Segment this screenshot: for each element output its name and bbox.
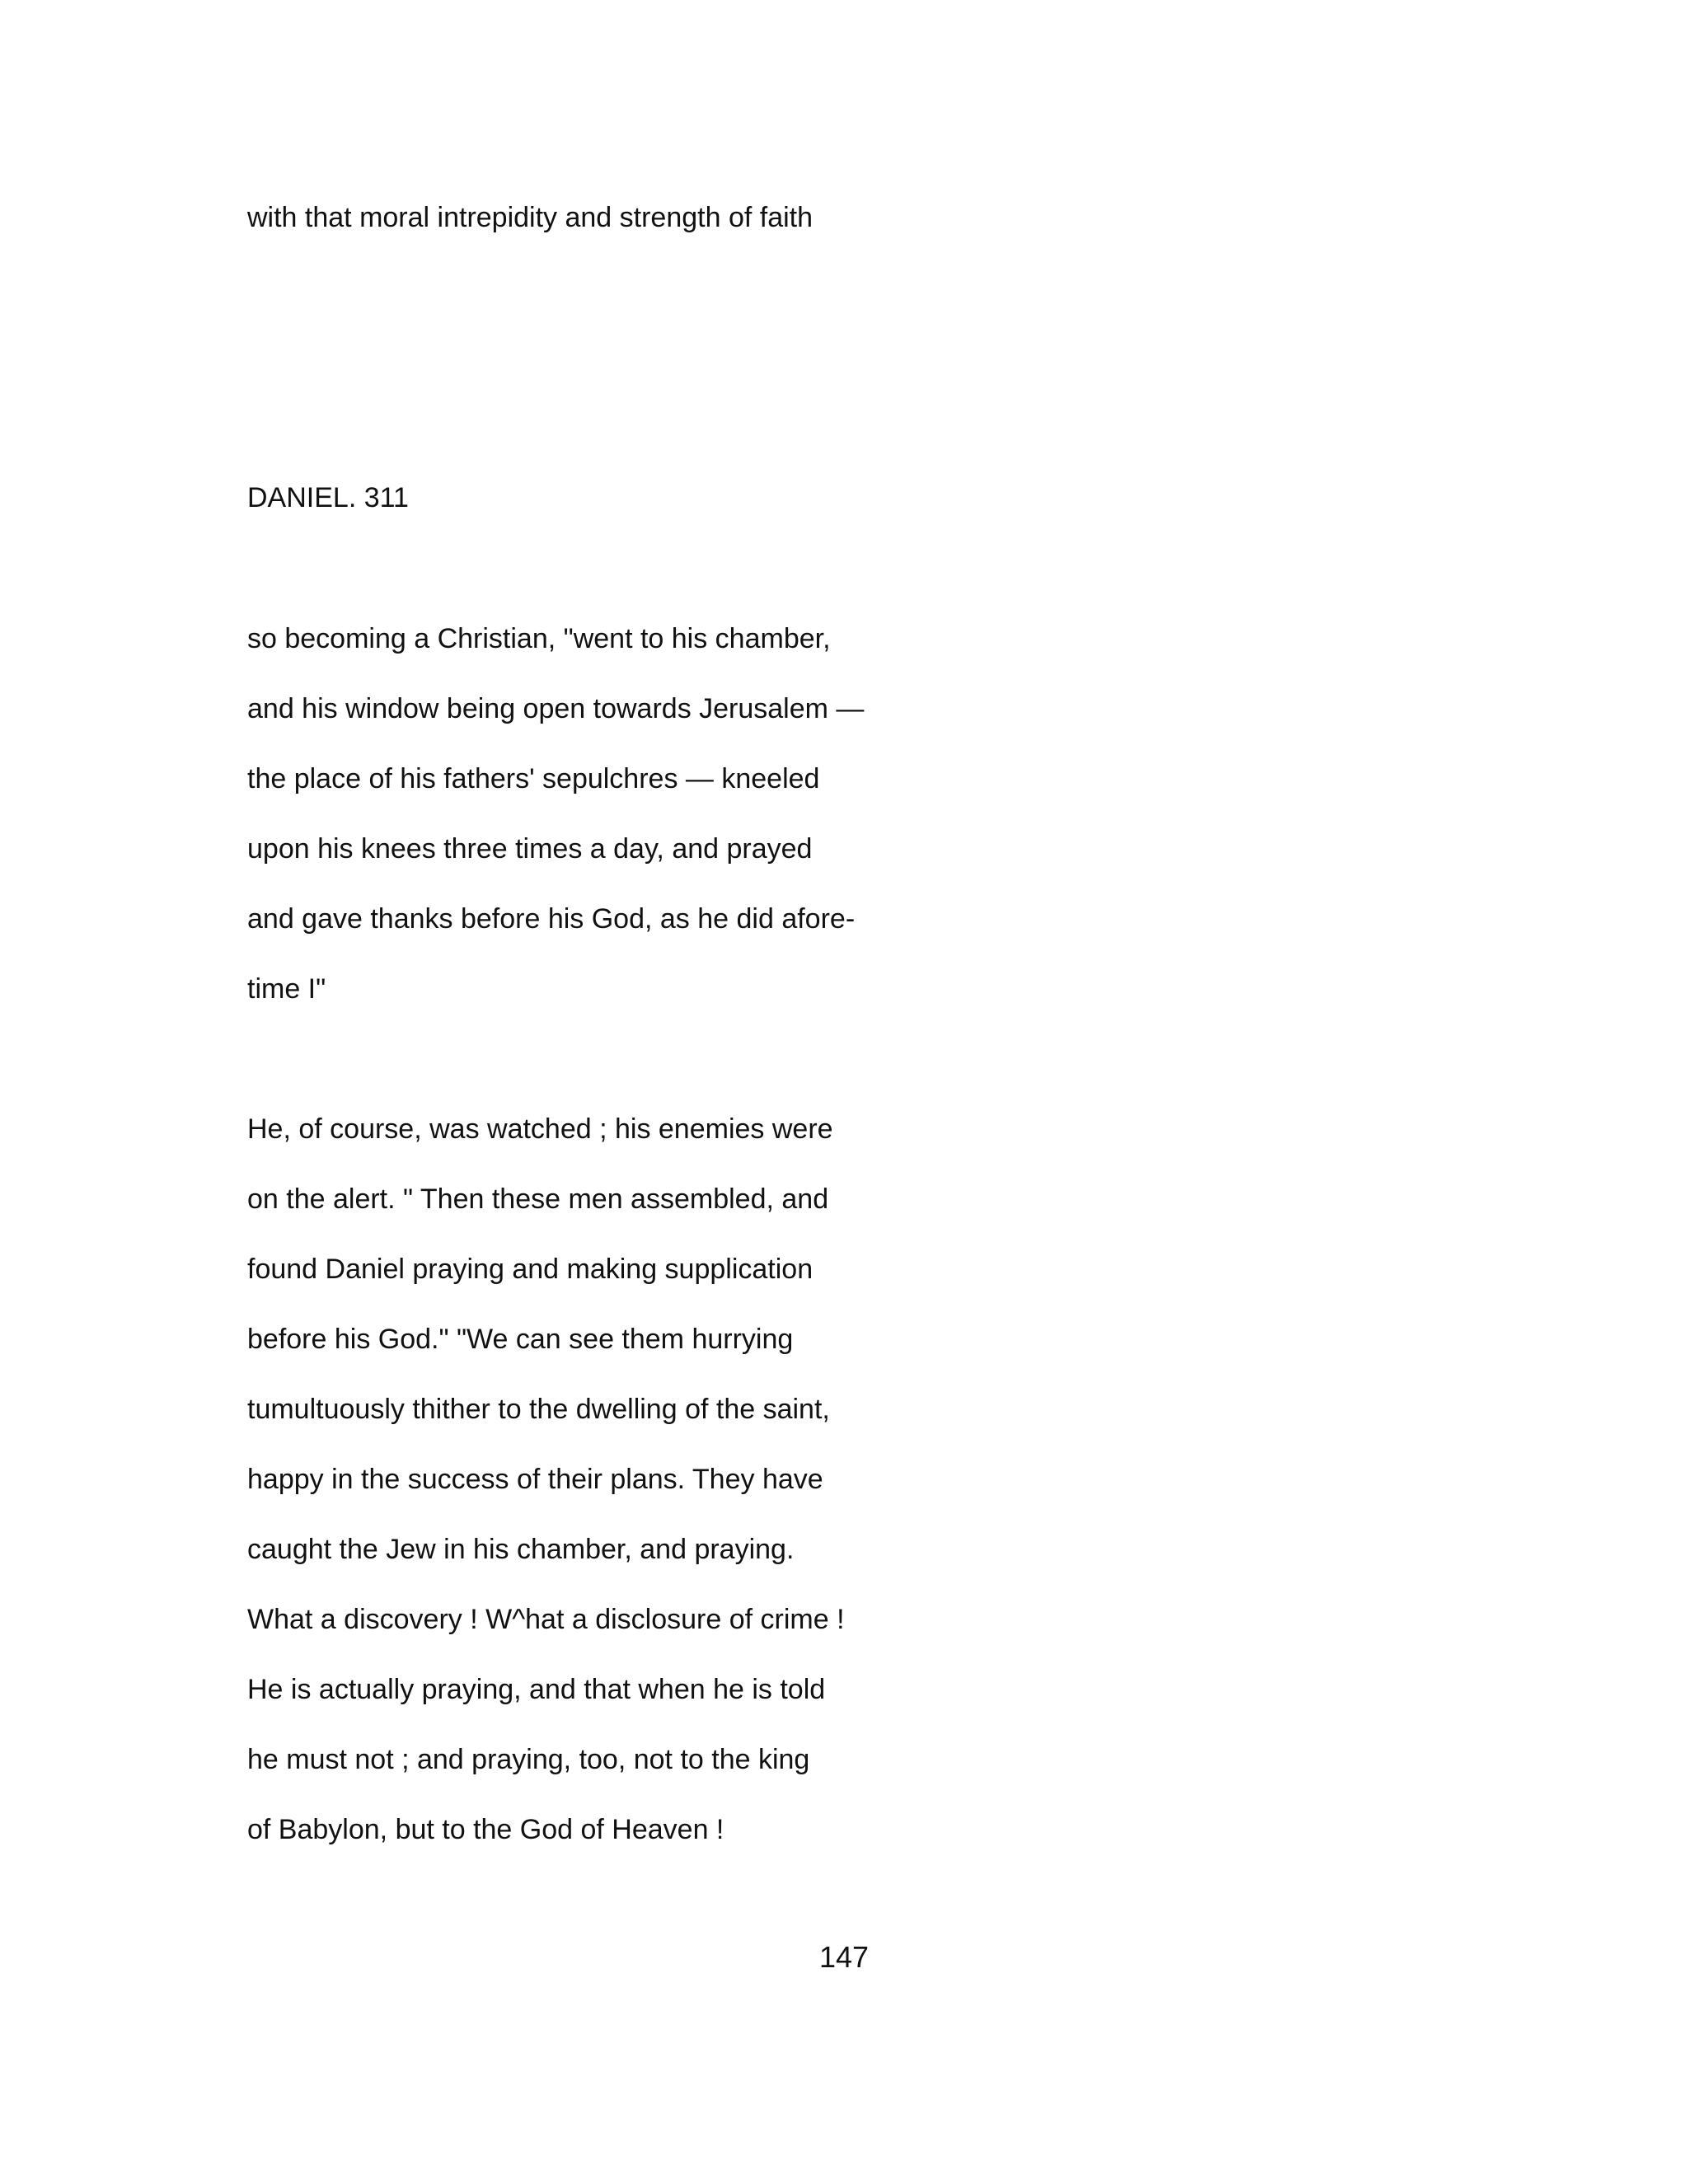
text-line: happy in the success of their plans. They have — [247, 1464, 823, 1495]
text-line: What a discovery ! W^hat a disclosure of crime ! — [247, 1604, 845, 1635]
text-line: and gave thanks before his God, as he did afore- — [247, 903, 856, 935]
running-head: DANIEL. 311 — [247, 482, 409, 513]
text-line: on the alert. " Then these men assembled, and — [247, 1183, 829, 1215]
text-line-top: with that moral intrepidity and strength of faith — [247, 202, 814, 233]
text-line: time I" — [247, 973, 326, 1005]
text-line: the place of his fathers' sepulchres — kneeled — [247, 763, 820, 794]
text-line: He, of course, was watched ; his enemies were — [247, 1113, 833, 1145]
text-line: caught the Jew in his chamber, and praying. — [247, 1534, 795, 1565]
text-line: before his God." "We can see them hurrying — [247, 1324, 794, 1355]
text-line: He is actually praying, and that when he is told — [247, 1674, 826, 1705]
text-line: he must not ; and praying, too, not to the king — [247, 1744, 810, 1775]
text-line: tumultuously thither to the dwelling of the saint, — [247, 1394, 830, 1425]
text-line: found Daniel praying and making supplication — [247, 1254, 814, 1285]
text-line: upon his knees three times a day, and prayed — [247, 833, 813, 865]
text-line: so becoming a Christian, "went to his chamber, — [247, 623, 831, 654]
text-line: of Babylon, but to the God of Heaven ! — [247, 1814, 724, 1845]
text-line: and his window being open towards Jerusalem — — [247, 693, 865, 724]
page-number: 147 — [818, 1940, 870, 1974]
